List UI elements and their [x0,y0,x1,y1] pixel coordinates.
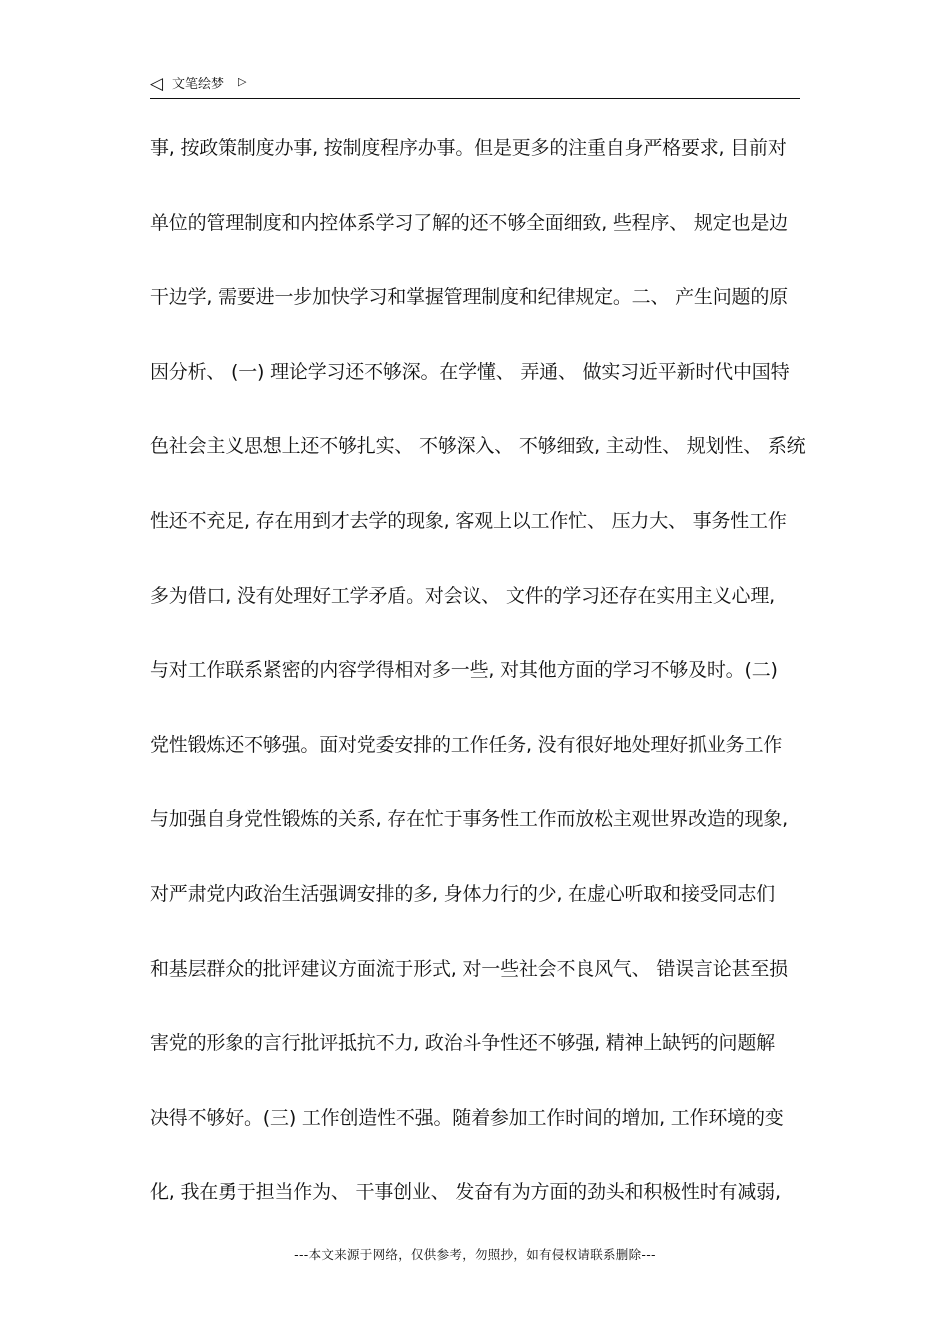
text-line: 对严肃党内政治生活强调安排的多, 身体力行的少, 在虚心听取和接受同志们 [150,882,775,905]
text-line: 因分析、 (一) 理论学习还不够深。在学懂、 弄通、 做实习近平新时代中国特 [150,360,790,383]
text-line: 多为借口, 没有处理好工学矛盾。对会议、 文件的学习还存在实用主义心理, [150,584,775,607]
text-line: 色社会主义思想上还不够扎实、 不够深入、 不够细致, 主动性、 规划性、 系统 [150,435,806,458]
text-line: 害党的形象的言行批评抵抗不力, 政治斗争性还不够强, 精神上缺钙的问题解 [150,1032,775,1055]
page-footer: ---本文来源于网络，仅供参考，勿照抄，如有侵权请联系删除--- [294,1247,656,1262]
text-line: 化, 我在勇于担当作为、 干事创业、 发奋有为方面的劲头和积极性时有减弱, [150,1181,781,1204]
text-line: 和基层群众的批评建议方面流于形式, 对一些社会不良风气、 错误言论甚至损 [150,957,788,980]
text-line: 干边学, 需要进一步加快学习和掌握管理制度和纪律规定。二、 产生问题的原 [150,286,788,309]
triangle-left-icon: ◁ [150,74,164,94]
triangle-right-icon: ▷ [238,75,247,88]
text-line: 党性锻炼还不够强。面对党委安排的工作任务, 没有很好地处理好抓业务工作 [150,733,783,756]
text-line: 事, 按政策制度办事, 按制度程序办事。但是更多的注重自身严格要求, 目前对 [150,137,787,159]
text-line: 与对工作联系紧密的内容学得相对多一些, 对其他方面的学习不够及时。(二) [150,659,778,682]
text-line: 决得不够好。(三) 工作创造性不强。随着参加工作时间的增加, 工作环境的变 [150,1106,784,1129]
text-line: 性还不充足, 存在用到才去学的现象, 客观上以工作忙、 压力大、 事务性工作 [150,509,787,532]
document-body [150,130,806,1249]
header-title: 文笔绘梦 [172,77,225,92]
text-line: 单位的管理制度和内控体系学习了解的还不够全面细致, 些程序、 规定也是边 [150,211,788,234]
page-header [150,74,800,99]
text-line: 与加强自身党性锻炼的关系, 存在忙于事务性工作而放松主观世界改造的现象, [150,808,788,831]
